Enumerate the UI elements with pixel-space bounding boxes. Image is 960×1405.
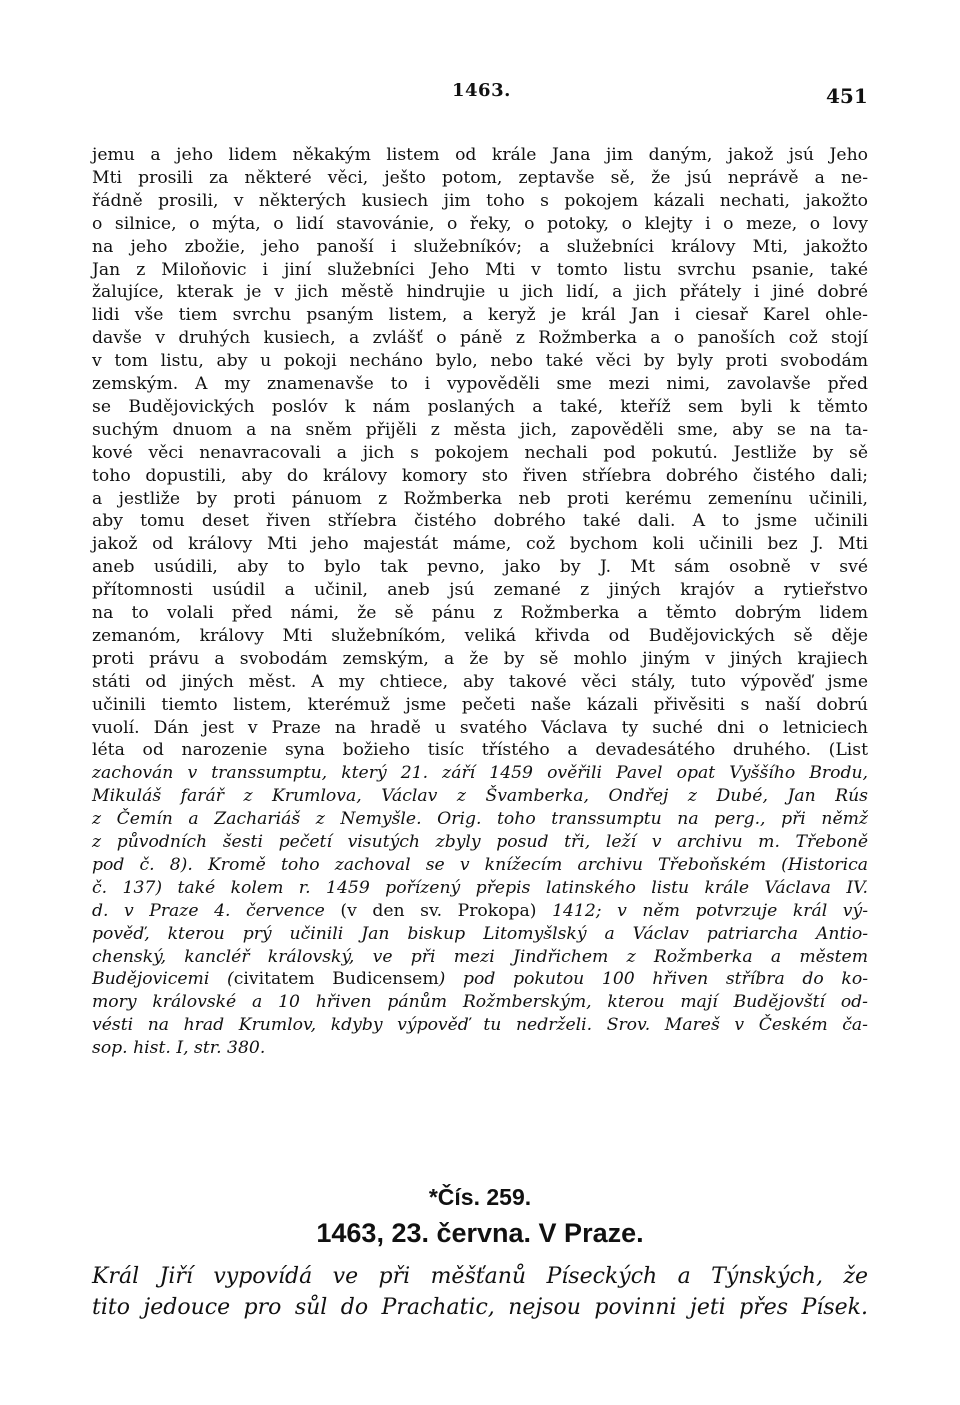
- note-segment: civitatem Budicensem: [233, 969, 439, 990]
- text-line: aneb usúdili, aby to bylo tak pevno, jako by J. Mt sám osobně v své: [92, 557, 868, 578]
- text-line: Mti prosili za některé věci, ješto potom, zeptavše sě, že jsú neprávě a ne-: [92, 167, 868, 188]
- text-line: na jeho zbožie, jeho panoší i služebníkóv; a služebníci královy Mti, jakožto: [92, 236, 868, 257]
- text-line: léta od narozenie syna božieho tisíc třístého a devadesátého druhého. (List: [92, 740, 868, 761]
- note-line: pod č. 8). Kromě toho zachoval se v knížecím archivu Třeboňském (Historica: [92, 854, 868, 875]
- text-line: vuolí. Dán jest v Praze na hradě u svatého Václava ty suché dni o letniciech: [92, 717, 868, 738]
- note-line: [92, 900, 868, 922]
- note-line: z původních šesti pečetí visutých zbyly posud tři, leží v archivu m. Třeboně: [92, 832, 868, 852]
- running-head-year: 1463.: [452, 80, 511, 101]
- text-line: aby tomu deset řiven stříebra čistého dobrého také dali. A to jsme učinili: [92, 511, 868, 532]
- note-line: mory královské a 10 hřiven pánům Rožmberským, kterou mají Budějovští od-: [92, 992, 868, 1013]
- text-line: státi od jiných měst. A my chtiece, aby takové věci stály, tuto výpověď jsme: [92, 671, 868, 692]
- text-line: jakož od královy Mti jeho majestát máme, což bychom koli učinili bez J. Mti: [92, 534, 868, 555]
- note-segment: (v den sv. Prokopa): [340, 900, 537, 921]
- note-line: vésti na hrad Krumlov, kdyby výpověď tu nedrželi. Srov. Mareš v Českém ča-: [92, 1015, 868, 1036]
- note-segment: 1412; v něm potvrzuje král vý-: [552, 900, 869, 921]
- text-line: řádně prosili, v některých kusiech jim toho s pokojem kázali nechati, jakožto: [92, 190, 868, 211]
- text-line: proti právu a svobodám zemským, a že by sě mohlo jiným v jiných krajiech: [92, 648, 868, 669]
- note-segment: Budějovicemi (: [92, 969, 234, 990]
- note-line: č. 137) také kolem r. 1459 pořízený přepis latinského listu krále Václava IV.: [92, 877, 868, 898]
- note-line: zachován v transsumptu, který 21. září 1459 ověřili Pavel opat Vyššího Brodu,: [92, 763, 868, 784]
- note-line: chenský, kancléř královský, ve při mezi Jindřichem z Rožmberka a městem: [92, 946, 868, 967]
- note-line: pověď, kterou prý učinili Jan biskup Litomyšlský a Václav patriarcha Antio-: [92, 923, 868, 944]
- note-line: z Čemín a Zachariáš z Nemyšle. Orig. toho transsumptu na perg., při němž: [92, 809, 868, 830]
- running-header: [0, 78, 960, 108]
- note-segment: ) pod pokutou 100 hřiven stříbra do ko-: [438, 969, 869, 990]
- note-segment: d. v Praze 4. července: [92, 900, 325, 921]
- text-line: suchým dnuom a na sněm přijěli z města jich, zapověděli sme, aby se na ta-: [92, 419, 868, 440]
- text-line: davše v druhých kusiech, a zvlášť o páně z Rožmberka a o panoších což stojí: [92, 328, 868, 349]
- text-line: učinili tiemto listem, kterémuž jsme pečeti naše kázali přivěsiti s naší dobrú: [92, 694, 868, 715]
- text-line: toho dopustili, aby do královy komory sto řiven stříebra dobrého čistého dali;: [92, 465, 868, 486]
- text-line: žalujíce, kterak je v jich městě hindrujie u jich lidí, a jich přátely i jiné dobré: [92, 282, 868, 303]
- regest-line: tito jedouce pro sůl do Prachatic, nejsou povinni jeti přes Písek.: [92, 1295, 868, 1320]
- text-line: na to volali před námi, že sě pánu z Rožmberka a těmto dobrým lidem: [92, 603, 868, 623]
- text-line: kové věci nenavracovali a jich s pokojem nechali pod pokutú. Jestliže by sě: [92, 442, 868, 463]
- text-line: lidi vše tiem svrchu psaným listem, a keryž je král Jan i ciesař Karel ohle-: [92, 305, 868, 326]
- regest-line: Král Jiří vypovídá ve při měšťanů Píseckých a Týnských, že: [92, 1264, 868, 1289]
- text-line: přítomnosti usúdil a učinil, aneb jsú zemané z jiných krajóv a rytieřstvo: [92, 580, 868, 601]
- document-date-place: 1463, 23. června. V Praze.: [316, 1218, 644, 1248]
- page-number: 451: [826, 84, 868, 108]
- text-line: Jan z Miloňovic i jiní služebníci Jeho Mti v tomto listu svrchu psanie, také: [92, 259, 868, 280]
- text-line: se Budějovických poslóv k nám poslaných a také, kteříž sem byli k těmto: [92, 396, 868, 417]
- text-line: zemským. A my znamenavše to i vypověděli sme mezi nimi, zavolavše před: [92, 374, 868, 394]
- text-line: v tom listu, aby u pokoji necháno bylo, nebo také věci by byly proti svobodám: [92, 351, 868, 372]
- document-number: *Čís. 259.: [428, 1184, 532, 1210]
- text-line: jemu a jeho lidem někakým listem od krále Jana jim daným, jakož jsú Jeho: [92, 145, 868, 165]
- text-line: o silnice, o mýta, o lidí stavovánie, o řeky, o potoky, o klejty i o meze, o lovy: [92, 213, 868, 234]
- note-line: Mikuláš farář z Krumlova, Václav z Švamberka, Ondřej z Dubé, Jan Rús: [92, 786, 868, 807]
- note-line: sop. hist. I, str. 380.: [92, 1038, 266, 1059]
- text-line: zemanóm, královy Mti služebníkóm, veliká křivda od Budějovických sě děje: [92, 625, 868, 646]
- text-line: a jestliže by proti pánuom z Rožmberka neb proti kerému zemenínu učinili,: [92, 488, 868, 509]
- note-line: [92, 968, 868, 990]
